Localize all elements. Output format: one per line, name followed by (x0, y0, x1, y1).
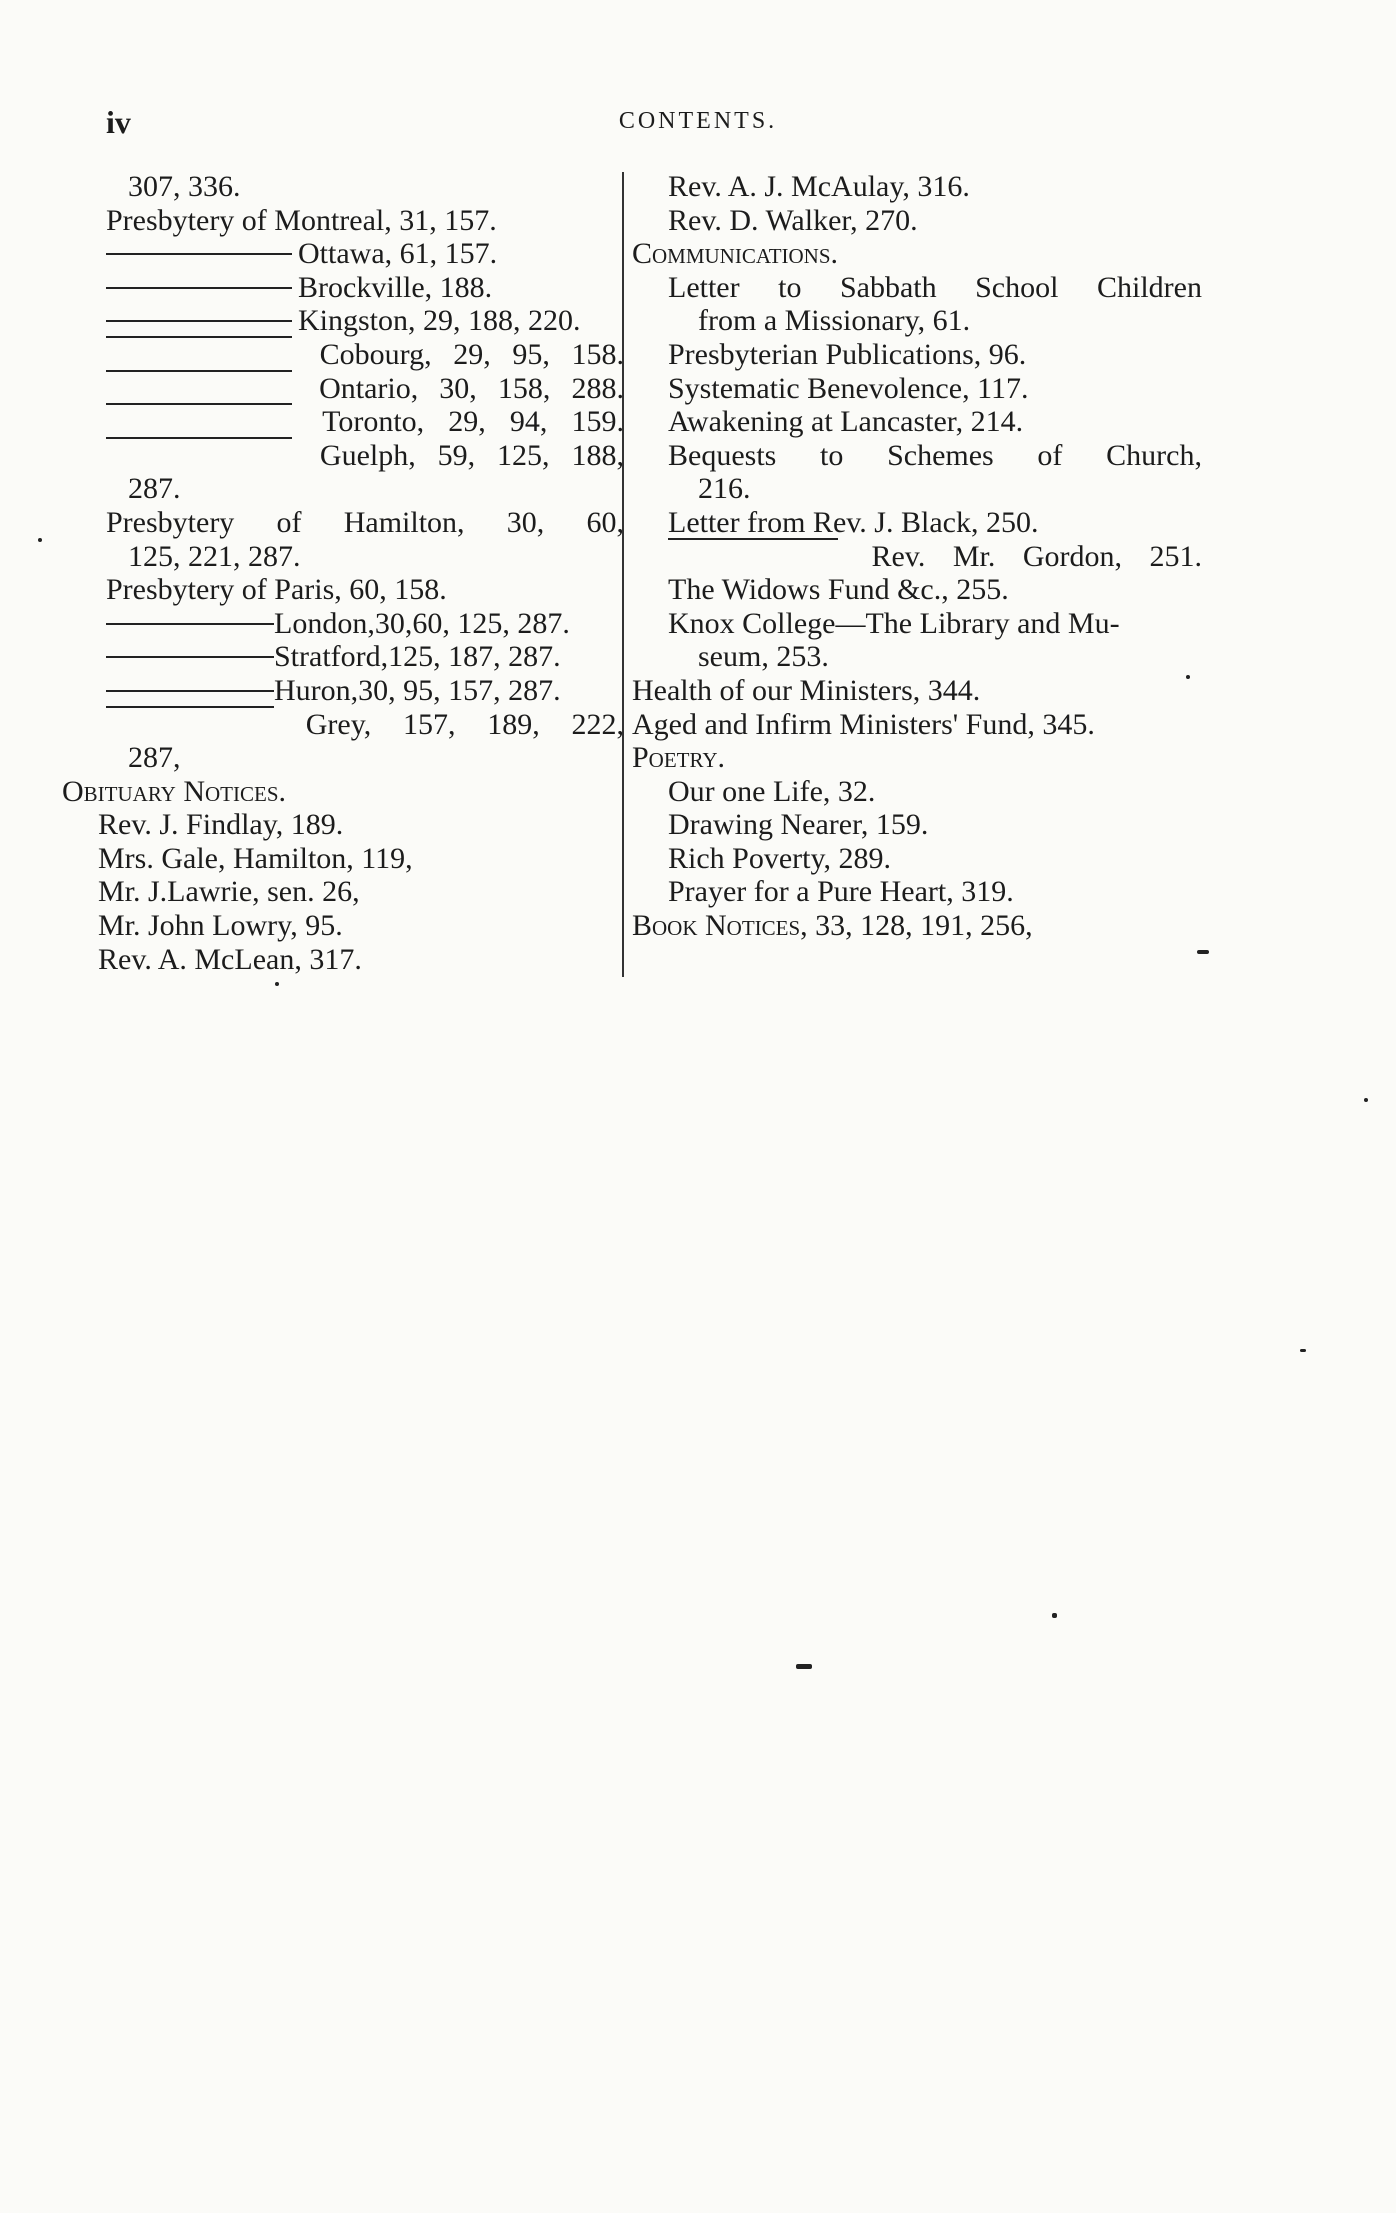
index-entry: 307, 336. (128, 170, 241, 203)
scan-speck (1186, 675, 1190, 679)
index-entry: Brockville, 188. (62, 271, 624, 305)
scan-speck (1197, 950, 1209, 954)
ditto-rule (106, 253, 292, 255)
index-entry: Presbytery of Hamilton, 30, 60, (106, 505, 624, 539)
index-entry: Mr. J.Lawrie, sen. 26, (98, 875, 360, 909)
index-entry: Rev. Mr. Gordon, 251. (632, 540, 1202, 574)
ditto-rule (106, 370, 292, 404)
section-heading: Communications. (632, 237, 839, 271)
ditto-rule (106, 437, 292, 471)
page-number: iv (106, 104, 131, 140)
ditto-rule (668, 538, 838, 572)
scan-speck (796, 1664, 812, 1669)
index-entry: Presbytery of Paris, 60, 158. (106, 573, 447, 607)
index-entry: Huron,30, 95, 157, 287. (62, 674, 624, 708)
section-heading: Obituary Notices. (62, 774, 287, 808)
index-entry: Drawing Nearer, 159. (668, 808, 929, 842)
scan-speck (275, 982, 279, 986)
index-entry: Kingston, 29, 188, 220. (62, 304, 624, 338)
index-entry: Health of our Ministers, 344. (632, 673, 981, 707)
ditto-rule (106, 403, 292, 437)
index-entry: Guelph, 59, 125, 188, (62, 439, 624, 473)
index-entry: Letter from Rev. J. Black, 250. (668, 505, 1039, 539)
index-entry: Awakening at Lancaster, 214. (668, 405, 1024, 439)
index-entry: Presbytery of Montreal, 31, 157. (106, 203, 497, 237)
index-entry: Rich Poverty, 289. (668, 841, 892, 875)
scan-speck (1052, 1613, 1057, 1618)
index-entry: Rev. A. J. McAulay, 316. (668, 170, 970, 203)
ditto-rule (106, 287, 292, 289)
index-entry: Mr. John Lowry, 95. (98, 909, 343, 943)
left-column (62, 170, 624, 976)
index-entry: Our one Life, 32. (668, 774, 876, 808)
index-entry: The Widows Fund &c., 255. (668, 573, 1009, 607)
index-entry: Presbyterian Publications, 96. (668, 337, 1027, 371)
scan-speck (1364, 1098, 1368, 1102)
index-entry: Rev. J. Findlay, 189. (98, 808, 344, 842)
index-entry: Toronto, 29, 94, 159. (62, 405, 624, 439)
index-entry: Rev. D. Walker, 270. (668, 203, 918, 237)
ditto-rule (106, 623, 274, 625)
index-entry: Mrs. Gale, Hamilton, 119, (98, 841, 413, 875)
index-entry: Systematic Benevolence, 117. (668, 371, 1029, 405)
ditto-rule (106, 706, 274, 740)
ditto-rule (106, 656, 274, 658)
index-entry: seum, 253. (698, 640, 829, 674)
index-entry: Cobourg, 29, 95, 158. (62, 338, 624, 372)
ditto-rule (106, 320, 292, 322)
index-entry: 125, 221, 287. (128, 539, 301, 573)
right-column (632, 170, 1202, 943)
index-entry: Ottawa, 61, 157. (62, 237, 624, 271)
index-entry: Stratford,125, 187, 287. (62, 640, 624, 674)
index-entry: Knox College—The Library and Mu- (668, 606, 1120, 640)
section-heading: Poetry. (632, 741, 726, 775)
scan-speck (1300, 1349, 1306, 1352)
index-entry: from a Missionary, 61. (698, 304, 971, 338)
index-entry: Letter to Sabbath School Children (668, 270, 1202, 304)
index-entry: Prayer for a Pure Heart, 319. (668, 875, 1014, 909)
ditto-rule (106, 690, 274, 692)
section-heading: Book Notices, 33, 128, 191, 256, (632, 909, 1033, 943)
index-entry: 287. (128, 472, 181, 506)
ditto-rule (106, 336, 292, 370)
index-entry: Aged and Infirm Ministers' Fund, 345. (632, 707, 1095, 741)
index-entry: London,30,60, 125, 287. (62, 607, 624, 641)
index-entry: 287, (128, 741, 181, 775)
index-entry: 216. (698, 472, 751, 506)
index-entry: Bequests to Schemes of Church, (668, 438, 1202, 472)
index-entry: Rev. A. McLean, 317. (98, 942, 362, 976)
scan-speck (38, 538, 42, 542)
running-head: CONTENTS. (618, 108, 778, 134)
index-entry: Ontario, 30, 158, 288. (62, 372, 624, 406)
index-entry: Grey, 157, 189, 222, (62, 708, 624, 742)
